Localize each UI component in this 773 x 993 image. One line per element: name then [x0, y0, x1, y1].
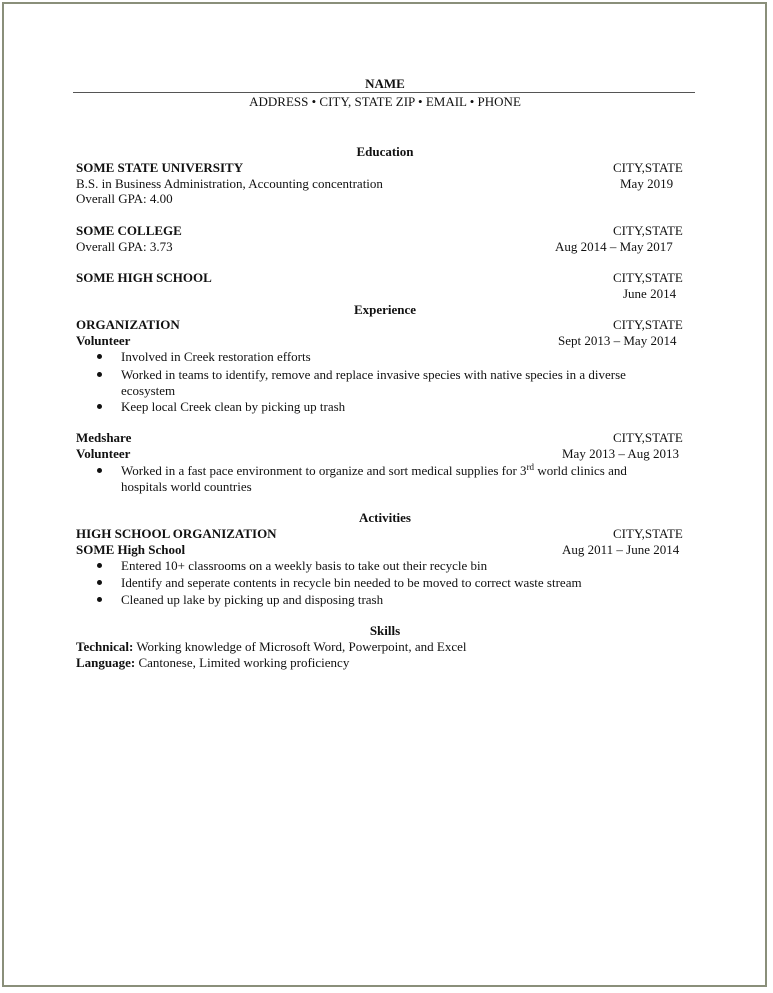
- education-school: SOME COLLEGE: [76, 223, 182, 238]
- activity-org: HIGH SCHOOL ORGANIZATION: [76, 526, 277, 541]
- experience-role: Volunteer: [76, 446, 131, 461]
- education-date: June 2014: [623, 286, 677, 301]
- activity-location: CITY,STATE: [613, 526, 683, 541]
- bullet-marker: [97, 592, 105, 602]
- activity-date: Aug 2011 – June 2014: [562, 542, 680, 557]
- resume-name: NAME: [365, 76, 405, 91]
- experience-role: Volunteer: [76, 333, 131, 348]
- contact-line: ADDRESS • CITY, STATE ZIP • EMAIL • PHONE: [249, 94, 521, 109]
- bullet-text: Keep local Creek clean by picking up trash: [121, 399, 346, 414]
- education-degree: B.S. in Business Administration, Accounting concentration: [76, 176, 383, 191]
- experience-location: CITY,STATE: [613, 430, 683, 445]
- skills-language-value: Cantonese, Limited working proficiency: [135, 655, 350, 670]
- bullet-text: Cleaned up lake by picking up and disposing trash: [121, 592, 384, 607]
- education-location: CITY,STATE: [613, 223, 683, 238]
- education-school: SOME HIGH SCHOOL: [76, 270, 212, 285]
- education-gpa: Overall GPA: 3.73: [76, 239, 173, 254]
- education-school: SOME STATE UNIVERSITY: [76, 160, 244, 175]
- bullet-marker: [97, 349, 105, 359]
- bullet-text: Identify and seperate contents in recycle bin needed to be moved to correct waste stream: [121, 575, 582, 590]
- section-heading-experience: Experience: [353, 302, 417, 317]
- bullet-text: [121, 463, 627, 479]
- experience-org: ORGANIZATION: [76, 317, 180, 332]
- education-location: CITY,STATE: [613, 270, 683, 285]
- bullet-text-part: Worked in a fast pace environment to organize and sort medical supplies for 3: [121, 463, 527, 478]
- bullet-text-continued: hospitals world countries: [121, 479, 252, 494]
- bullet-marker: [97, 558, 105, 568]
- experience-date: Sept 2013 – May 2014: [558, 333, 677, 348]
- ordinal-superscript: rd: [526, 462, 535, 472]
- education-location: CITY,STATE: [613, 160, 683, 175]
- section-heading-skills: Skills: [369, 623, 401, 638]
- bullet-marker: [97, 367, 105, 377]
- bullet-marker: [97, 399, 105, 409]
- bullet-text: Involved in Creek restoration efforts: [121, 349, 311, 364]
- bullet-text-part: world clinics and: [534, 463, 627, 478]
- skills-technical-label: Technical:: [76, 639, 134, 654]
- activity-sub: SOME High School: [76, 542, 186, 557]
- skills-technical-value: Working knowledge of Microsoft Word, Powerpoint, and Excel: [133, 639, 467, 654]
- skills-technical: [76, 639, 467, 655]
- bullet-marker: [97, 575, 105, 585]
- education-date: Aug 2014 – May 2017: [555, 239, 673, 254]
- section-heading-activities: Activities: [359, 510, 411, 525]
- bullet-text: Worked in teams to identify, remove and replace invasive species with native species in a diverse: [121, 367, 626, 382]
- skills-language-label: Language:: [76, 655, 136, 670]
- header-rule: [73, 92, 695, 93]
- experience-location: CITY,STATE: [613, 317, 683, 332]
- bullet-marker: [97, 463, 105, 473]
- education-date: May 2019: [620, 176, 674, 191]
- experience-org: Medshare: [76, 430, 132, 445]
- education-gpa: Overall GPA: 4.00: [76, 191, 173, 206]
- experience-date: May 2013 – Aug 2013: [562, 446, 679, 461]
- bullet-text: Entered 10+ classrooms on a weekly basis to take out their recycle bin: [121, 558, 488, 573]
- skills-language: [76, 655, 349, 671]
- section-heading-education: Education: [356, 144, 414, 159]
- bullet-text-continued: ecosystem: [121, 383, 176, 398]
